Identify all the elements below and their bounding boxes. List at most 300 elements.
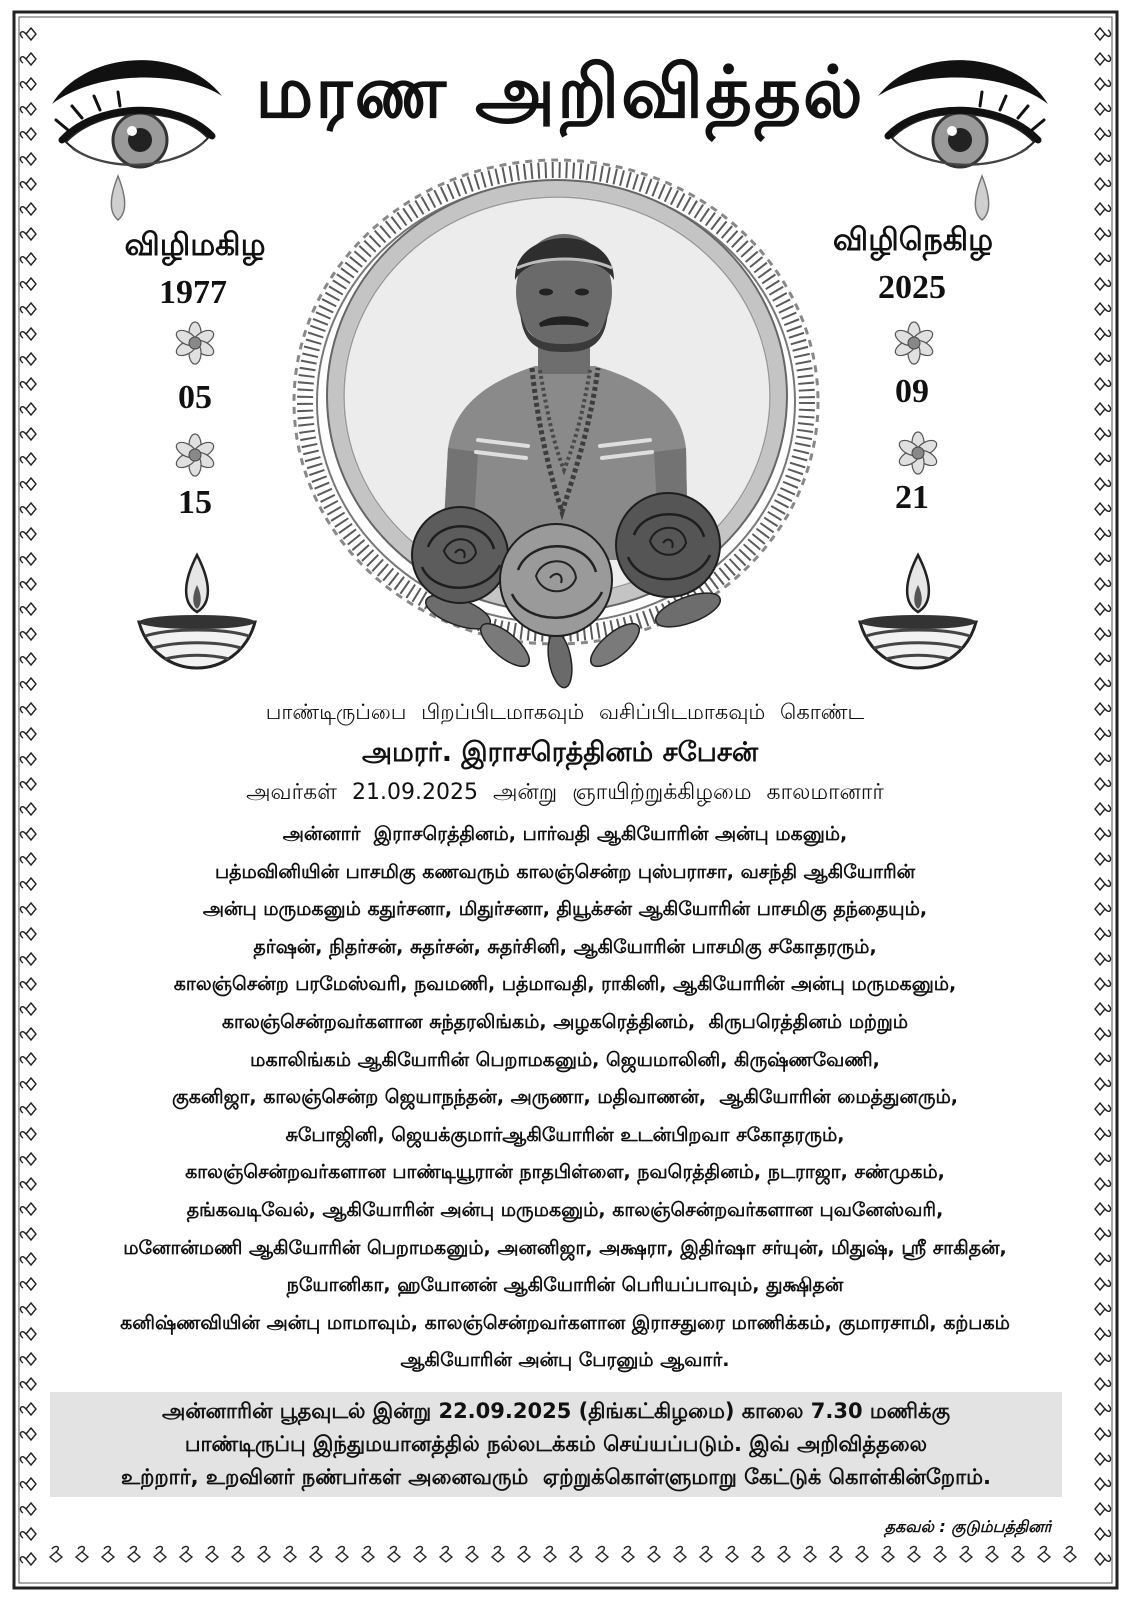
- ornament-curl: [1105, 1255, 1111, 1261]
- ornament-diamond: [1095, 28, 1105, 40]
- ornament-curl: [260, 1546, 266, 1552]
- ornament-diamond: [440, 1552, 452, 1562]
- ornament-curl: [1105, 1230, 1111, 1236]
- ornament-diamond: [1095, 678, 1105, 690]
- border-ornament: [1095, 878, 1111, 890]
- ornament-diamond: [362, 1552, 374, 1562]
- border-ornament: [50, 1546, 62, 1562]
- border-ornament: [20, 53, 36, 65]
- border-ornament: [102, 1546, 114, 1562]
- ornament-diamond: [1095, 853, 1105, 865]
- ornament-diamond: [50, 1552, 62, 1562]
- death-year: 2025: [878, 269, 946, 306]
- border-ornament: [1095, 178, 1111, 190]
- border-ornament: [20, 478, 36, 490]
- ornament-diamond: [26, 1553, 36, 1565]
- ornament-curl: [20, 107, 26, 113]
- ornament-diamond: [26, 153, 36, 165]
- border-ornament: [1095, 1153, 1111, 1165]
- ornament-curl: [1105, 430, 1111, 436]
- ornament-curl: [1105, 780, 1111, 786]
- ornament-curl: [1105, 580, 1111, 586]
- ornament-curl: [20, 832, 26, 838]
- ornament-curl: [20, 457, 26, 463]
- ornament-curl: [1105, 1005, 1111, 1011]
- border-ornament: [1095, 1128, 1111, 1140]
- ornament-diamond: [1095, 978, 1105, 990]
- ornament-diamond: [26, 953, 36, 965]
- ornament-diamond: [1095, 653, 1105, 665]
- ornament-diamond: [1095, 503, 1105, 515]
- ornament-curl: [20, 532, 26, 538]
- ornament-curl: [52, 1546, 58, 1552]
- ornament-curl: [20, 1257, 26, 1263]
- border-ornament: [1095, 1503, 1111, 1515]
- border-ornament: [20, 1103, 36, 1115]
- ornament-curl: [1105, 905, 1111, 911]
- border-ornament: [1095, 728, 1111, 740]
- tribute-line: காலஞ்சென்றவர்களான சுந்தரலிங்கம், அழகரெத்தினம், கிருபரெத்தினம் மற்றும்: [221, 1010, 909, 1033]
- ornament-curl: [20, 1457, 26, 1463]
- ornament-diamond: [1095, 203, 1105, 215]
- ornament-diamond: [648, 1552, 660, 1562]
- rose-icon: [412, 507, 508, 603]
- border-ornament: [310, 1546, 322, 1562]
- border-ornament: [20, 28, 36, 40]
- border-ornament: [20, 828, 36, 840]
- border-ornament: [1012, 1546, 1024, 1562]
- ornament-curl: [20, 232, 26, 238]
- ornament-diamond: [26, 1228, 36, 1240]
- ornament-diamond: [856, 1552, 868, 1562]
- ornament-diamond: [1095, 778, 1105, 790]
- ornament-curl: [1105, 1330, 1111, 1336]
- ornament-diamond: [1095, 1453, 1105, 1465]
- ornament-diamond: [26, 503, 36, 515]
- ornament-diamond: [26, 878, 36, 890]
- border-ornament: [1095, 278, 1111, 290]
- border-ornament: [1095, 528, 1111, 540]
- border-ornament: [1095, 928, 1111, 940]
- ornament-diamond: [180, 1552, 192, 1562]
- ornament-diamond: [882, 1552, 894, 1562]
- ornament-curl: [988, 1546, 994, 1552]
- ornament-diamond: [1095, 428, 1105, 440]
- border-ornament: [20, 103, 36, 115]
- ornament-diamond: [26, 1103, 36, 1115]
- ornament-diamond: [26, 1328, 36, 1340]
- border-ornament: [1095, 903, 1111, 915]
- flower-icon: [174, 434, 216, 476]
- flower-icon: [893, 322, 935, 364]
- tribute-line: சுபோஜினி, ஜெயக்குமார்ஆகியோரின் உடன்பிறவா சகோதரரும்,: [285, 1123, 845, 1146]
- ornament-curl: [1105, 1505, 1111, 1511]
- ornament-curl: [1105, 680, 1111, 686]
- ornament-curl: [208, 1546, 214, 1552]
- border-ornament: [1038, 1546, 1050, 1562]
- ornament-diamond: [1095, 1253, 1105, 1265]
- ornament-curl: [754, 1546, 760, 1552]
- border-ornament: [20, 803, 36, 815]
- deceased-name: அமரர். இராசரெத்தினம் சபேசன்: [361, 737, 759, 768]
- border-ornament: [20, 303, 36, 315]
- border-ornament: [1095, 678, 1111, 690]
- ornament-diamond: [26, 128, 36, 140]
- ornament-curl: [20, 657, 26, 663]
- ornament-diamond: [26, 203, 36, 215]
- ornament-diamond: [466, 1552, 478, 1562]
- information-credit: தகவல் : குடும்பத்தினர்: [884, 1517, 1052, 1536]
- ornament-diamond: [26, 1153, 36, 1165]
- border-ornament: [1095, 628, 1111, 640]
- border-ornament: [20, 228, 36, 240]
- ornament-curl: [936, 1546, 942, 1552]
- border-ornament: [1095, 603, 1111, 615]
- ornament-diamond: [26, 803, 36, 815]
- border-ornament: [1095, 953, 1111, 965]
- border-ornament: [20, 203, 36, 215]
- border-ornament: [882, 1546, 894, 1562]
- ornament-diamond: [26, 1253, 36, 1265]
- border-ornament: [570, 1546, 582, 1562]
- border-ornament: [1095, 103, 1111, 115]
- ornament-diamond: [1095, 578, 1105, 590]
- ornament-curl: [20, 757, 26, 763]
- ornament-diamond: [1095, 1128, 1105, 1140]
- border-ornament: [20, 403, 36, 415]
- border-ornament: [1095, 78, 1111, 90]
- border-ornament: [1095, 378, 1111, 390]
- oil-lamp-icon: [139, 555, 255, 668]
- ornament-diamond: [1095, 878, 1105, 890]
- tribute-line: அன்னார் இராசரெத்தினம், பார்வதி ஆகியோரின் அன்பு மகனும்,: [282, 823, 848, 845]
- ornament-curl: [20, 357, 26, 363]
- ornament-diamond: [26, 1203, 36, 1215]
- ornament-curl: [1105, 880, 1111, 886]
- border-ornament: [466, 1546, 478, 1562]
- ornament-curl: [1105, 1530, 1111, 1536]
- border-ornament: [20, 1503, 36, 1515]
- ornament-diamond: [1095, 378, 1105, 390]
- tribute-line: ஆகியோரின் அன்பு பேரனும் ஆவார்.: [400, 1349, 730, 1372]
- ornament-diamond: [26, 278, 36, 290]
- ornament-curl: [20, 932, 26, 938]
- ornament-diamond: [778, 1552, 790, 1562]
- border-ornament: [440, 1546, 452, 1562]
- border-ornament: [1095, 703, 1111, 715]
- border-ornament: [596, 1546, 608, 1562]
- ornament-curl: [20, 1132, 26, 1138]
- ornament-curl: [1105, 805, 1111, 811]
- border-ornament: [1095, 1203, 1111, 1215]
- ornament-curl: [20, 1282, 26, 1288]
- border-ornament: [1095, 1403, 1111, 1415]
- ornament-diamond: [1095, 403, 1105, 415]
- funeral-line: அன்னாரின் பூதவுடல் இன்று 22.09.2025 (திங்கட்கிழமை) காலை 7.30 மணிக்கு: [161, 1399, 950, 1423]
- ornament-curl: [20, 982, 26, 988]
- death-day: 21: [895, 479, 929, 516]
- ornament-diamond: [1095, 603, 1105, 615]
- ornament-diamond: [26, 1178, 36, 1190]
- ornament-curl: [1105, 1155, 1111, 1161]
- border-ornament: [128, 1546, 140, 1562]
- ornament-curl: [1105, 1430, 1111, 1436]
- border-ornament: [20, 853, 36, 865]
- ornament-curl: [1105, 1055, 1111, 1061]
- ornament-curl: [20, 1057, 26, 1063]
- border-ornament: [1095, 1378, 1111, 1390]
- ornament-curl: [1105, 1130, 1111, 1136]
- ornament-diamond: [26, 1003, 36, 1015]
- ornament-diamond: [26, 1478, 36, 1490]
- ornament-curl: [20, 857, 26, 863]
- border-ornament: [20, 253, 36, 265]
- border-ornament: [336, 1546, 348, 1562]
- flower-icon: [897, 432, 939, 474]
- ornament-diamond: [128, 1552, 140, 1562]
- border-ornament: [1095, 1428, 1111, 1440]
- ornament-curl: [1105, 855, 1111, 861]
- border-ornament: [986, 1546, 998, 1562]
- border-ornament: [20, 503, 36, 515]
- border-ornament: [1095, 503, 1111, 515]
- ornament-curl: [1105, 1455, 1111, 1461]
- ornament-diamond: [1095, 1178, 1105, 1190]
- border-ornament: [20, 1303, 36, 1315]
- ornament-curl: [20, 82, 26, 88]
- ornament-diamond: [1095, 1278, 1105, 1290]
- border-ornament: [804, 1546, 816, 1562]
- border-ornament: [20, 603, 36, 615]
- border-ornament: [20, 1128, 36, 1140]
- border-ornament: [1095, 253, 1111, 265]
- ornament-diamond: [1095, 528, 1105, 540]
- border-ornament: [1095, 303, 1111, 315]
- ornament-curl: [598, 1546, 604, 1552]
- border-ornament: [232, 1546, 244, 1562]
- ornament-curl: [1105, 205, 1111, 211]
- ornament-diamond: [414, 1552, 426, 1562]
- ornament-diamond: [934, 1552, 946, 1562]
- border-ornament: [1095, 128, 1111, 140]
- ornament-diamond: [1095, 1353, 1105, 1365]
- ornament-curl: [1105, 255, 1111, 261]
- ornament-diamond: [26, 678, 36, 690]
- ornament-diamond: [26, 903, 36, 915]
- border-ornament: [20, 1553, 36, 1565]
- border-ornament: [20, 703, 36, 715]
- ornament-curl: [676, 1546, 682, 1552]
- ornament-diamond: [26, 1028, 36, 1040]
- ornament-diamond: [26, 653, 36, 665]
- border-ornament: [1095, 403, 1111, 415]
- border-ornament: [908, 1546, 920, 1562]
- border-ornament: [20, 628, 36, 640]
- border-ornament: [20, 1178, 36, 1190]
- border-ornament: [1095, 1328, 1111, 1340]
- border-ornament: [1095, 828, 1111, 840]
- ornament-curl: [1105, 830, 1111, 836]
- ornament-curl: [1066, 1546, 1072, 1552]
- ornament-curl: [20, 307, 26, 313]
- ornament-diamond: [76, 1552, 88, 1562]
- border-ornament: [492, 1546, 504, 1562]
- ornament-diamond: [1095, 153, 1105, 165]
- ornament-diamond: [26, 353, 36, 365]
- ornament-diamond: [1095, 828, 1105, 840]
- border-ornament: [648, 1546, 660, 1562]
- border-ornament: [20, 878, 36, 890]
- ornament-diamond: [1095, 953, 1105, 965]
- ornament-diamond: [26, 178, 36, 190]
- ornament-diamond: [1095, 728, 1105, 740]
- border-ornament: [20, 728, 36, 740]
- ornament-diamond: [700, 1552, 712, 1562]
- border-ornament: [1095, 1078, 1111, 1090]
- ornament-curl: [20, 1232, 26, 1238]
- border-ornament: [1095, 1178, 1111, 1190]
- tribute-line: கனிஷ்ணவியின் அன்பு மாமாவும், காலஞ்சென்றவர்களான இராசதுரை மாணிக்கம், குமாரசாமி, கற்பகம்: [120, 1311, 1010, 1334]
- ornament-curl: [20, 1307, 26, 1313]
- ornament-curl: [1105, 380, 1111, 386]
- ornament-curl: [20, 182, 26, 188]
- photo-eye-right: [575, 289, 589, 296]
- ornament-diamond: [26, 228, 36, 240]
- ornament-curl: [1105, 655, 1111, 661]
- ornament-curl: [20, 1332, 26, 1338]
- ornament-diamond: [752, 1552, 764, 1562]
- border-ornament: [622, 1546, 634, 1562]
- border-ornament: [20, 278, 36, 290]
- ornament-diamond: [310, 1552, 322, 1562]
- ornament-diamond: [26, 253, 36, 265]
- ornament-diamond: [986, 1552, 998, 1562]
- ornament-diamond: [674, 1552, 686, 1562]
- border-ornament: [1095, 553, 1111, 565]
- ornament-curl: [20, 907, 26, 913]
- tribute-line: குகனிஜா, காலஞ்சென்ற ஜெயாநந்தன், அருணா, மதிவாணன், ஆகியோரின் மைத்துனரும்,: [171, 1086, 959, 1109]
- ornament-curl: [806, 1546, 812, 1552]
- border-ornament: [1095, 228, 1111, 240]
- ornament-diamond: [206, 1552, 218, 1562]
- border-ornament: [20, 1028, 36, 1040]
- birth-month: 05: [178, 379, 212, 416]
- ornament-curl: [20, 257, 26, 263]
- ornament-diamond: [26, 628, 36, 640]
- border-ornament: [20, 1203, 36, 1215]
- ornament-diamond: [544, 1552, 556, 1562]
- ornament-diamond: [908, 1552, 920, 1562]
- ornament-curl: [780, 1546, 786, 1552]
- ornament-curl: [1105, 1180, 1111, 1186]
- ornament-curl: [1105, 155, 1111, 161]
- border-ornament: [20, 1053, 36, 1065]
- border-ornament: [1095, 853, 1111, 865]
- ornament-diamond: [1064, 1552, 1076, 1562]
- ornament-diamond: [1095, 1303, 1105, 1315]
- ornament-diamond: [26, 753, 36, 765]
- ornament-diamond: [26, 53, 36, 65]
- border-ornament: [934, 1546, 946, 1562]
- border-ornament: [1095, 428, 1111, 440]
- ornament-curl: [20, 407, 26, 413]
- birth-day: 15: [178, 484, 212, 521]
- ornament-diamond: [1095, 553, 1105, 565]
- border-ornament: [20, 328, 36, 340]
- ornament-diamond: [26, 1353, 36, 1365]
- ornament-diamond: [26, 103, 36, 115]
- border-ornament: [856, 1546, 868, 1562]
- ornament-curl: [20, 332, 26, 338]
- border-ornament: [1095, 53, 1111, 65]
- ornament-curl: [130, 1546, 136, 1552]
- ornament-diamond: [26, 428, 36, 440]
- border-ornament: [518, 1546, 530, 1562]
- border-ornament: [1095, 453, 1111, 465]
- ornament-curl: [1105, 1280, 1111, 1286]
- ornament-curl: [1105, 1080, 1111, 1086]
- ornament-diamond: [804, 1552, 816, 1562]
- ornament-curl: [20, 382, 26, 388]
- ornament-diamond: [1095, 278, 1105, 290]
- ornament-curl: [20, 482, 26, 488]
- ornament-curl: [884, 1546, 890, 1552]
- funeral-line: உற்றார், உறவினர் நண்பர்கள் அனைவரும் ஏற்றுக்கொள்ளுமாறு கேட்டுக் கொள்கின்றோம்.: [121, 1465, 991, 1489]
- border-ornament: [20, 1278, 36, 1290]
- ornament-diamond: [26, 303, 36, 315]
- border-ornament: [414, 1546, 426, 1562]
- border-ornament: [258, 1546, 270, 1562]
- ornament-curl: [1105, 455, 1111, 461]
- border-ornament: [830, 1546, 842, 1562]
- ornament-curl: [20, 557, 26, 563]
- ornament-curl: [1105, 1030, 1111, 1036]
- border-ornament: [1095, 28, 1111, 40]
- ornament-curl: [1105, 230, 1111, 236]
- birthplace-line: பாண்டிருப்பை பிறப்பிடமாகவும் வசிப்பிடமாகவும் கொண்ட: [265, 700, 865, 724]
- border-ornament: [1064, 1546, 1076, 1562]
- oil-lamp-icon: [860, 555, 976, 668]
- ornament-diamond: [26, 1053, 36, 1065]
- ornament-curl: [20, 732, 26, 738]
- ornament-curl: [1105, 1480, 1111, 1486]
- rose-icon: [500, 524, 612, 636]
- ornament-diamond: [1095, 303, 1105, 315]
- ornament-curl: [20, 1532, 26, 1538]
- ornament-curl: [1105, 1355, 1111, 1361]
- ornament-curl: [572, 1546, 578, 1552]
- border-ornament: [362, 1546, 374, 1562]
- death-label: விழிநெகிழ: [832, 222, 994, 258]
- border-ornament: [1095, 1303, 1111, 1315]
- lamp-rim: [139, 615, 255, 629]
- border-ornament: [1095, 353, 1111, 365]
- border-ornament: [1095, 1228, 1111, 1240]
- ornament-curl: [1105, 505, 1111, 511]
- border-ornament: [20, 753, 36, 765]
- ornament-curl: [20, 432, 26, 438]
- ornament-curl: [1105, 280, 1111, 286]
- border-ornament: [1095, 778, 1111, 790]
- border-ornament: [180, 1546, 192, 1562]
- ornament-diamond: [26, 28, 36, 40]
- border-ornament: [1095, 578, 1111, 590]
- ornament-diamond: [1095, 1028, 1105, 1040]
- ornament-diamond: [726, 1552, 738, 1562]
- ornament-diamond: [1095, 1203, 1105, 1215]
- tear-drop: [975, 176, 989, 220]
- tribute-line: நயோனிகா, ஹயோனன் ஆகியோரின் பெரியப்பாவும், துக்ஷிதன்: [286, 1274, 844, 1297]
